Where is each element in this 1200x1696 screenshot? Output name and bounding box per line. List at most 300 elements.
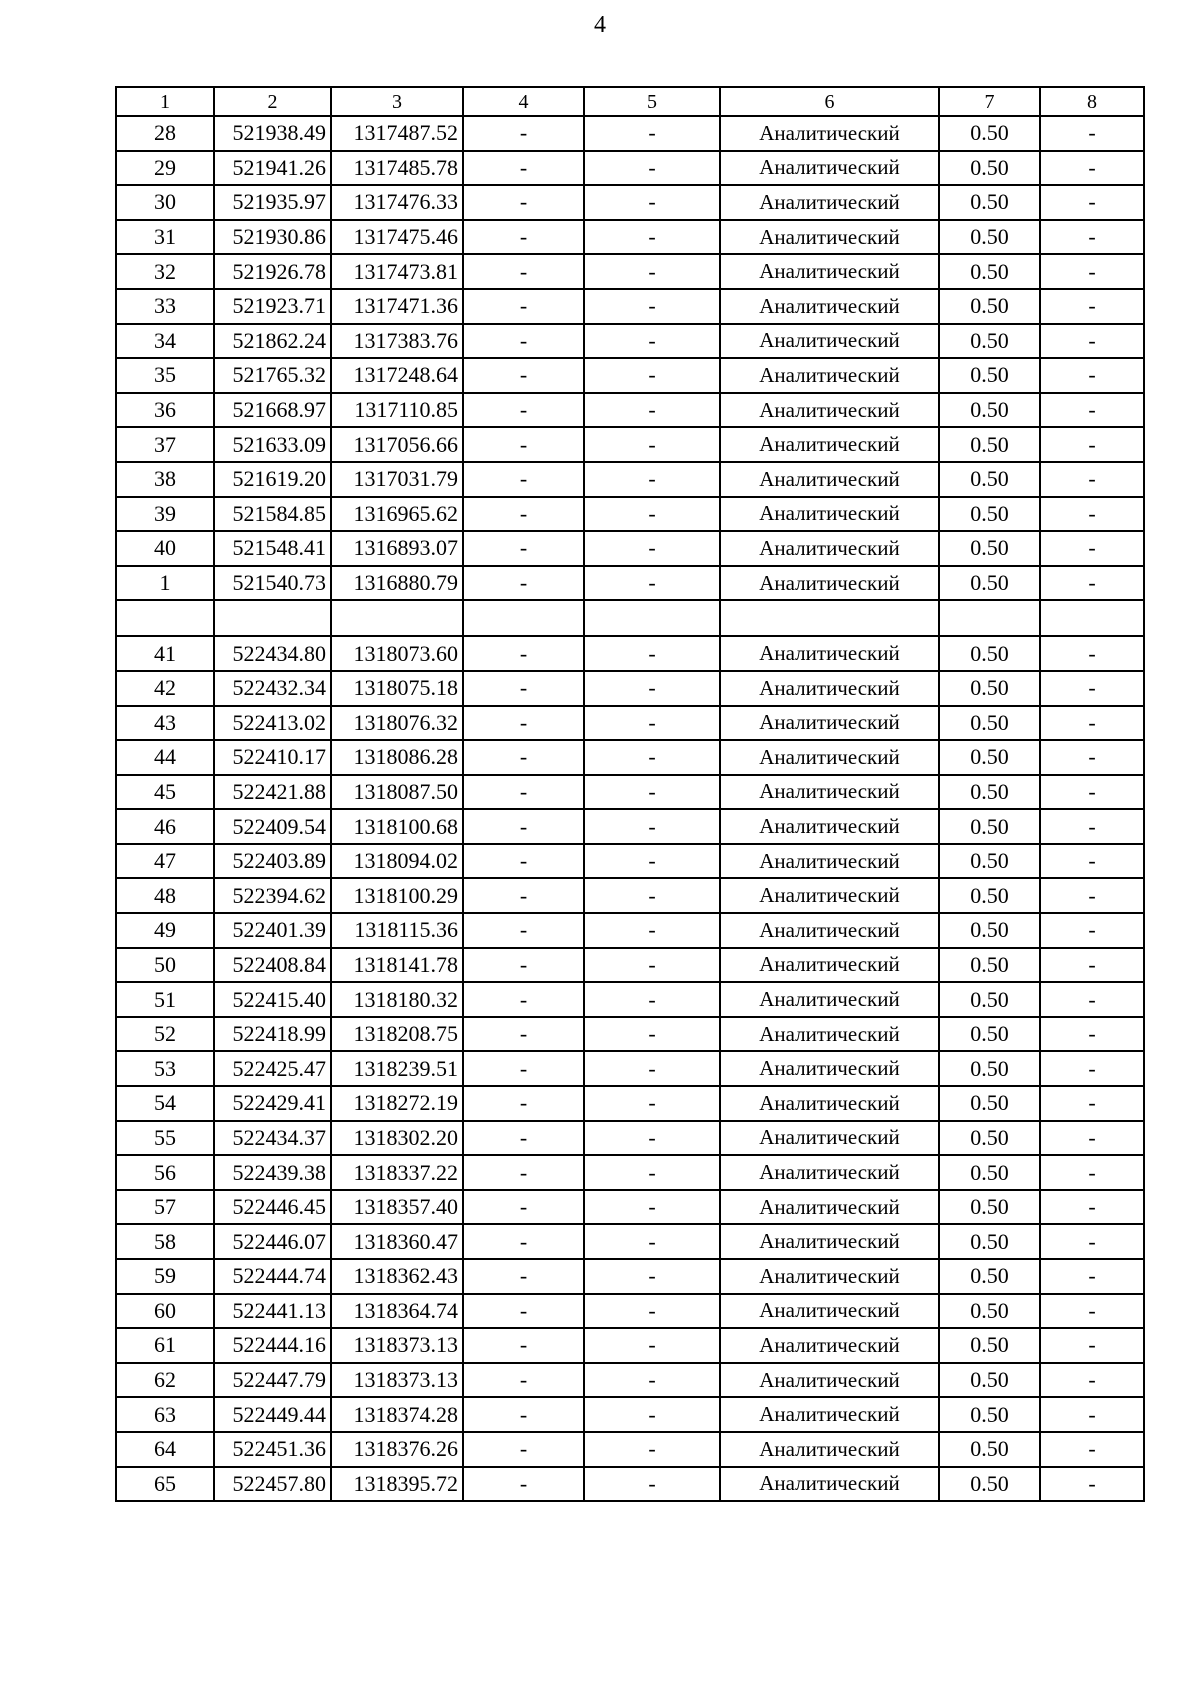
column-4-cell: - [463, 116, 584, 151]
point-number-cell: 49 [116, 913, 214, 948]
y-coordinate-cell: 1318373.13 [331, 1363, 463, 1398]
x-coordinate-cell: 522451.36 [214, 1432, 331, 1467]
column-4-cell: - [463, 1121, 584, 1156]
y-coordinate-cell: 1318180.32 [331, 982, 463, 1017]
column-4-cell: - [463, 1363, 584, 1398]
accuracy-cell: 0.50 [939, 878, 1040, 913]
accuracy-cell [939, 600, 1040, 636]
point-number-cell: 33 [116, 289, 214, 324]
column-8-cell: - [1040, 1224, 1144, 1259]
y-coordinate-cell: 1318075.18 [331, 671, 463, 706]
method-cell: Аналитический [720, 220, 939, 255]
table-row [116, 1086, 1144, 1121]
y-coordinate-cell: 1318076.32 [331, 706, 463, 741]
x-coordinate-cell: 522447.79 [214, 1363, 331, 1398]
y-coordinate-cell: 1318302.20 [331, 1121, 463, 1156]
table-row [116, 1155, 1144, 1190]
point-number-cell: 52 [116, 1017, 214, 1052]
point-number-cell: 58 [116, 1224, 214, 1259]
point-number-cell: 42 [116, 671, 214, 706]
column-5-cell: - [584, 220, 720, 255]
accuracy-cell: 0.50 [939, 116, 1040, 151]
accuracy-cell: 0.50 [939, 289, 1040, 324]
column-5-cell: - [584, 913, 720, 948]
column-5-cell: - [584, 531, 720, 566]
column-5-cell: - [584, 809, 720, 844]
point-number-cell: 56 [116, 1155, 214, 1190]
column-5-cell: - [584, 1467, 720, 1502]
point-number-cell: 61 [116, 1328, 214, 1363]
column-5-cell: - [584, 254, 720, 289]
point-number-cell: 63 [116, 1397, 214, 1432]
column-8-cell: - [1040, 393, 1144, 428]
column-5-cell: - [584, 289, 720, 324]
table-row [116, 1432, 1144, 1467]
point-number-cell: 40 [116, 531, 214, 566]
accuracy-cell: 0.50 [939, 324, 1040, 359]
table-row [116, 393, 1144, 428]
y-coordinate-cell: 1318141.78 [331, 948, 463, 983]
column-8-cell: - [1040, 1259, 1144, 1294]
method-cell: Аналитический [720, 1224, 939, 1259]
method-cell: Аналитический [720, 1155, 939, 1190]
x-coordinate-cell: 522444.16 [214, 1328, 331, 1363]
column-8-cell: - [1040, 1397, 1144, 1432]
column-header-6: 6 [720, 87, 939, 116]
point-number-cell: 48 [116, 878, 214, 913]
method-cell: Аналитический [720, 1363, 939, 1398]
accuracy-cell: 0.50 [939, 913, 1040, 948]
method-cell: Аналитический [720, 1432, 939, 1467]
column-header-4: 4 [463, 87, 584, 116]
column-4-cell: - [463, 1224, 584, 1259]
column-4-cell: - [463, 1017, 584, 1052]
accuracy-cell: 0.50 [939, 185, 1040, 220]
method-cell: Аналитический [720, 1397, 939, 1432]
column-8-cell: - [1040, 151, 1144, 186]
method-cell: Аналитический [720, 982, 939, 1017]
accuracy-cell: 0.50 [939, 844, 1040, 879]
column-4-cell: - [463, 427, 584, 462]
column-5-cell [584, 600, 720, 636]
x-coordinate-cell: 521930.86 [214, 220, 331, 255]
point-number-cell: 46 [116, 809, 214, 844]
x-coordinate-cell: 522432.34 [214, 671, 331, 706]
table-body [116, 116, 1144, 1501]
accuracy-cell: 0.50 [939, 462, 1040, 497]
x-coordinate-cell: 522446.45 [214, 1190, 331, 1225]
column-header-8: 8 [1040, 87, 1144, 116]
x-coordinate-cell: 522413.02 [214, 706, 331, 741]
column-4-cell: - [463, 531, 584, 566]
point-number-cell: 45 [116, 775, 214, 810]
column-5-cell: - [584, 116, 720, 151]
column-8-cell: - [1040, 1190, 1144, 1225]
point-number-cell: 36 [116, 393, 214, 428]
x-coordinate-cell: 521584.85 [214, 497, 331, 532]
method-cell: Аналитический [720, 1121, 939, 1156]
column-5-cell: - [584, 1432, 720, 1467]
y-coordinate-cell [331, 600, 463, 636]
accuracy-cell: 0.50 [939, 531, 1040, 566]
column-8-cell: - [1040, 462, 1144, 497]
accuracy-cell: 0.50 [939, 1328, 1040, 1363]
column-5-cell: - [584, 1121, 720, 1156]
table-row [116, 531, 1144, 566]
column-5-cell: - [584, 497, 720, 532]
column-8-cell [1040, 600, 1144, 636]
column-4-cell: - [463, 566, 584, 601]
column-4-cell: - [463, 878, 584, 913]
point-number-cell: 59 [116, 1259, 214, 1294]
column-8-cell: - [1040, 289, 1144, 324]
column-5-cell: - [584, 1224, 720, 1259]
column-4-cell: - [463, 358, 584, 393]
y-coordinate-cell: 1318374.28 [331, 1397, 463, 1432]
column-8-cell: - [1040, 1155, 1144, 1190]
accuracy-cell: 0.50 [939, 671, 1040, 706]
y-coordinate-cell: 1317248.64 [331, 358, 463, 393]
accuracy-cell: 0.50 [939, 809, 1040, 844]
column-header-1: 1 [116, 87, 214, 116]
column-5-cell: - [584, 1051, 720, 1086]
table-row [116, 1467, 1144, 1502]
column-header-7: 7 [939, 87, 1040, 116]
table-row [116, 151, 1144, 186]
column-8-cell: - [1040, 1051, 1144, 1086]
y-coordinate-cell: 1318086.28 [331, 740, 463, 775]
accuracy-cell: 0.50 [939, 393, 1040, 428]
method-cell: Аналитический [720, 1328, 939, 1363]
table-row [116, 878, 1144, 913]
y-coordinate-cell: 1318087.50 [331, 775, 463, 810]
x-coordinate-cell: 521938.49 [214, 116, 331, 151]
column-8-cell: - [1040, 982, 1144, 1017]
point-number-cell: 57 [116, 1190, 214, 1225]
column-5-cell: - [584, 1259, 720, 1294]
method-cell: Аналитический [720, 775, 939, 810]
accuracy-cell: 0.50 [939, 1432, 1040, 1467]
column-4-cell: - [463, 636, 584, 671]
table-row [116, 220, 1144, 255]
column-8-cell: - [1040, 1017, 1144, 1052]
point-number-cell: 64 [116, 1432, 214, 1467]
x-coordinate-cell: 521923.71 [214, 289, 331, 324]
point-number-cell: 55 [116, 1121, 214, 1156]
y-coordinate-cell: 1318362.43 [331, 1259, 463, 1294]
column-8-cell: - [1040, 671, 1144, 706]
point-number-cell: 47 [116, 844, 214, 879]
column-5-cell: - [584, 324, 720, 359]
x-coordinate-cell: 522434.80 [214, 636, 331, 671]
x-coordinate-cell: 522403.89 [214, 844, 331, 879]
accuracy-cell: 0.50 [939, 497, 1040, 532]
column-4-cell: - [463, 393, 584, 428]
method-cell: Аналитический [720, 706, 939, 741]
column-5-cell: - [584, 1190, 720, 1225]
method-cell: Аналитический [720, 324, 939, 359]
table-row [116, 1051, 1144, 1086]
column-8-cell: - [1040, 1467, 1144, 1502]
accuracy-cell: 0.50 [939, 151, 1040, 186]
accuracy-cell: 0.50 [939, 1017, 1040, 1052]
accuracy-cell: 0.50 [939, 982, 1040, 1017]
column-8-cell: - [1040, 1086, 1144, 1121]
y-coordinate-cell: 1317031.79 [331, 462, 463, 497]
column-5-cell: - [584, 1397, 720, 1432]
y-coordinate-cell: 1318094.02 [331, 844, 463, 879]
column-header-2: 2 [214, 87, 331, 116]
method-cell: Аналитический [720, 878, 939, 913]
method-cell: Аналитический [720, 636, 939, 671]
table-row [116, 982, 1144, 1017]
method-cell: Аналитический [720, 116, 939, 151]
column-5-cell: - [584, 393, 720, 428]
accuracy-cell: 0.50 [939, 1121, 1040, 1156]
x-coordinate-cell: 521668.97 [214, 393, 331, 428]
column-4-cell: - [463, 1467, 584, 1502]
accuracy-cell: 0.50 [939, 427, 1040, 462]
table-row [116, 1190, 1144, 1225]
method-cell: Аналитический [720, 1259, 939, 1294]
accuracy-cell: 0.50 [939, 948, 1040, 983]
table-row [116, 706, 1144, 741]
column-8-cell: - [1040, 1363, 1144, 1398]
column-4-cell: - [463, 775, 584, 810]
y-coordinate-cell: 1316893.07 [331, 531, 463, 566]
column-4-cell: - [463, 913, 584, 948]
method-cell: Аналитический [720, 809, 939, 844]
accuracy-cell: 0.50 [939, 1155, 1040, 1190]
x-coordinate-cell: 522444.74 [214, 1259, 331, 1294]
y-coordinate-cell: 1318357.40 [331, 1190, 463, 1225]
y-coordinate-cell: 1318100.29 [331, 878, 463, 913]
accuracy-cell: 0.50 [939, 1467, 1040, 1502]
point-number-cell: 31 [116, 220, 214, 255]
column-4-cell: - [463, 497, 584, 532]
point-number-cell: 35 [116, 358, 214, 393]
x-coordinate-cell: 521935.97 [214, 185, 331, 220]
accuracy-cell: 0.50 [939, 1051, 1040, 1086]
y-coordinate-cell: 1316880.79 [331, 566, 463, 601]
method-cell: Аналитический [720, 1086, 939, 1121]
y-coordinate-cell: 1318208.75 [331, 1017, 463, 1052]
x-coordinate-cell: 522449.44 [214, 1397, 331, 1432]
table-row [116, 740, 1144, 775]
accuracy-cell: 0.50 [939, 1190, 1040, 1225]
column-8-cell: - [1040, 1294, 1144, 1329]
column-8-cell: - [1040, 116, 1144, 151]
y-coordinate-cell: 1318395.72 [331, 1467, 463, 1502]
column-5-cell: - [584, 740, 720, 775]
point-number-cell: 50 [116, 948, 214, 983]
column-8-cell: - [1040, 948, 1144, 983]
column-4-cell: - [463, 220, 584, 255]
x-coordinate-cell: 521862.24 [214, 324, 331, 359]
column-4-cell: - [463, 324, 584, 359]
column-8-cell: - [1040, 809, 1144, 844]
table-row [116, 1017, 1144, 1052]
column-4-cell: - [463, 1294, 584, 1329]
column-8-cell: - [1040, 531, 1144, 566]
point-number-cell: 32 [116, 254, 214, 289]
table-row [116, 185, 1144, 220]
method-cell: Аналитический [720, 740, 939, 775]
table-row [116, 1259, 1144, 1294]
column-4-cell: - [463, 982, 584, 1017]
table-row [116, 636, 1144, 671]
point-number-cell: 51 [116, 982, 214, 1017]
table-row [116, 427, 1144, 462]
column-header-5: 5 [584, 87, 720, 116]
x-coordinate-cell: 521619.20 [214, 462, 331, 497]
column-5-cell: - [584, 775, 720, 810]
column-4-cell: - [463, 1397, 584, 1432]
column-5-cell: - [584, 185, 720, 220]
x-coordinate-cell: 522415.40 [214, 982, 331, 1017]
column-5-cell: - [584, 671, 720, 706]
page-number: 4 [594, 12, 606, 38]
column-8-cell: - [1040, 324, 1144, 359]
column-5-cell: - [584, 462, 720, 497]
x-coordinate-cell: 521765.32 [214, 358, 331, 393]
column-8-cell: - [1040, 636, 1144, 671]
y-coordinate-cell: 1318073.60 [331, 636, 463, 671]
method-cell: Аналитический [720, 427, 939, 462]
method-cell: Аналитический [720, 358, 939, 393]
table-row [116, 1121, 1144, 1156]
column-4-cell: - [463, 1259, 584, 1294]
x-coordinate-cell: 521926.78 [214, 254, 331, 289]
y-coordinate-cell: 1318360.47 [331, 1224, 463, 1259]
column-5-cell: - [584, 566, 720, 601]
table-header-row [116, 87, 1144, 116]
method-cell: Аналитический [720, 185, 939, 220]
x-coordinate-cell: 522409.54 [214, 809, 331, 844]
column-5-cell: - [584, 948, 720, 983]
table-row [116, 1294, 1144, 1329]
y-coordinate-cell: 1318115.36 [331, 913, 463, 948]
x-coordinate-cell: 522421.88 [214, 775, 331, 810]
point-number-cell: 65 [116, 1467, 214, 1502]
column-4-cell: - [463, 185, 584, 220]
column-4-cell: - [463, 254, 584, 289]
method-cell: Аналитический [720, 1190, 939, 1225]
method-cell: Аналитический [720, 1051, 939, 1086]
y-coordinate-cell: 1317473.81 [331, 254, 463, 289]
method-cell: Аналитический [720, 289, 939, 324]
accuracy-cell: 0.50 [939, 1363, 1040, 1398]
x-coordinate-cell: 522401.39 [214, 913, 331, 948]
column-4-cell: - [463, 948, 584, 983]
column-8-cell: - [1040, 427, 1144, 462]
point-number-cell: 41 [116, 636, 214, 671]
column-4-cell: - [463, 1086, 584, 1121]
x-coordinate-cell: 521941.26 [214, 151, 331, 186]
y-coordinate-cell: 1318272.19 [331, 1086, 463, 1121]
table-row [116, 775, 1144, 810]
point-number-cell: 39 [116, 497, 214, 532]
column-4-cell: - [463, 809, 584, 844]
y-coordinate-cell: 1317487.52 [331, 116, 463, 151]
accuracy-cell: 0.50 [939, 775, 1040, 810]
column-4-cell: - [463, 671, 584, 706]
column-header-3: 3 [331, 87, 463, 116]
column-4-cell: - [463, 1051, 584, 1086]
point-number-cell: 29 [116, 151, 214, 186]
column-5-cell: - [584, 151, 720, 186]
column-8-cell: - [1040, 844, 1144, 879]
accuracy-cell: 0.50 [939, 566, 1040, 601]
accuracy-cell: 0.50 [939, 358, 1040, 393]
method-cell: Аналитический [720, 948, 939, 983]
accuracy-cell: 0.50 [939, 220, 1040, 255]
x-coordinate-cell: 522446.07 [214, 1224, 331, 1259]
column-4-cell: - [463, 462, 584, 497]
x-coordinate-cell: 522457.80 [214, 1467, 331, 1502]
table-row [116, 948, 1144, 983]
accuracy-cell: 0.50 [939, 636, 1040, 671]
point-number-cell: 60 [116, 1294, 214, 1329]
accuracy-cell: 0.50 [939, 706, 1040, 741]
y-coordinate-cell: 1318376.26 [331, 1432, 463, 1467]
table-row [116, 324, 1144, 359]
y-coordinate-cell: 1318239.51 [331, 1051, 463, 1086]
y-coordinate-cell: 1317476.33 [331, 185, 463, 220]
x-coordinate-cell: 521548.41 [214, 531, 331, 566]
column-5-cell: - [584, 1086, 720, 1121]
column-8-cell: - [1040, 878, 1144, 913]
column-5-cell: - [584, 1155, 720, 1190]
y-coordinate-cell: 1317471.36 [331, 289, 463, 324]
method-cell: Аналитический [720, 497, 939, 532]
table-row [116, 254, 1144, 289]
column-4-cell [463, 600, 584, 636]
x-coordinate-cell: 521540.73 [214, 566, 331, 601]
column-5-cell: - [584, 427, 720, 462]
point-number-cell: 37 [116, 427, 214, 462]
column-4-cell: - [463, 844, 584, 879]
y-coordinate-cell: 1317110.85 [331, 393, 463, 428]
column-8-cell: - [1040, 497, 1144, 532]
table-row [116, 1397, 1144, 1432]
column-5-cell: - [584, 982, 720, 1017]
accuracy-cell: 0.50 [939, 1397, 1040, 1432]
point-number-cell: 28 [116, 116, 214, 151]
x-coordinate-cell: 522429.41 [214, 1086, 331, 1121]
point-number-cell: 62 [116, 1363, 214, 1398]
column-8-cell: - [1040, 566, 1144, 601]
column-8-cell: - [1040, 358, 1144, 393]
y-coordinate-cell: 1318337.22 [331, 1155, 463, 1190]
y-coordinate-cell: 1317056.66 [331, 427, 463, 462]
table-row [116, 462, 1144, 497]
method-cell: Аналитический [720, 1017, 939, 1052]
y-coordinate-cell: 1317383.76 [331, 324, 463, 359]
column-8-cell: - [1040, 1121, 1144, 1156]
method-cell: Аналитический [720, 462, 939, 497]
table-row [116, 913, 1144, 948]
x-coordinate-cell: 522418.99 [214, 1017, 331, 1052]
table-row [116, 358, 1144, 393]
method-cell: Аналитический [720, 913, 939, 948]
y-coordinate-cell: 1318100.68 [331, 809, 463, 844]
column-8-cell: - [1040, 1432, 1144, 1467]
table-row [116, 1224, 1144, 1259]
column-8-cell: - [1040, 185, 1144, 220]
point-number-cell: 54 [116, 1086, 214, 1121]
column-5-cell: - [584, 706, 720, 741]
